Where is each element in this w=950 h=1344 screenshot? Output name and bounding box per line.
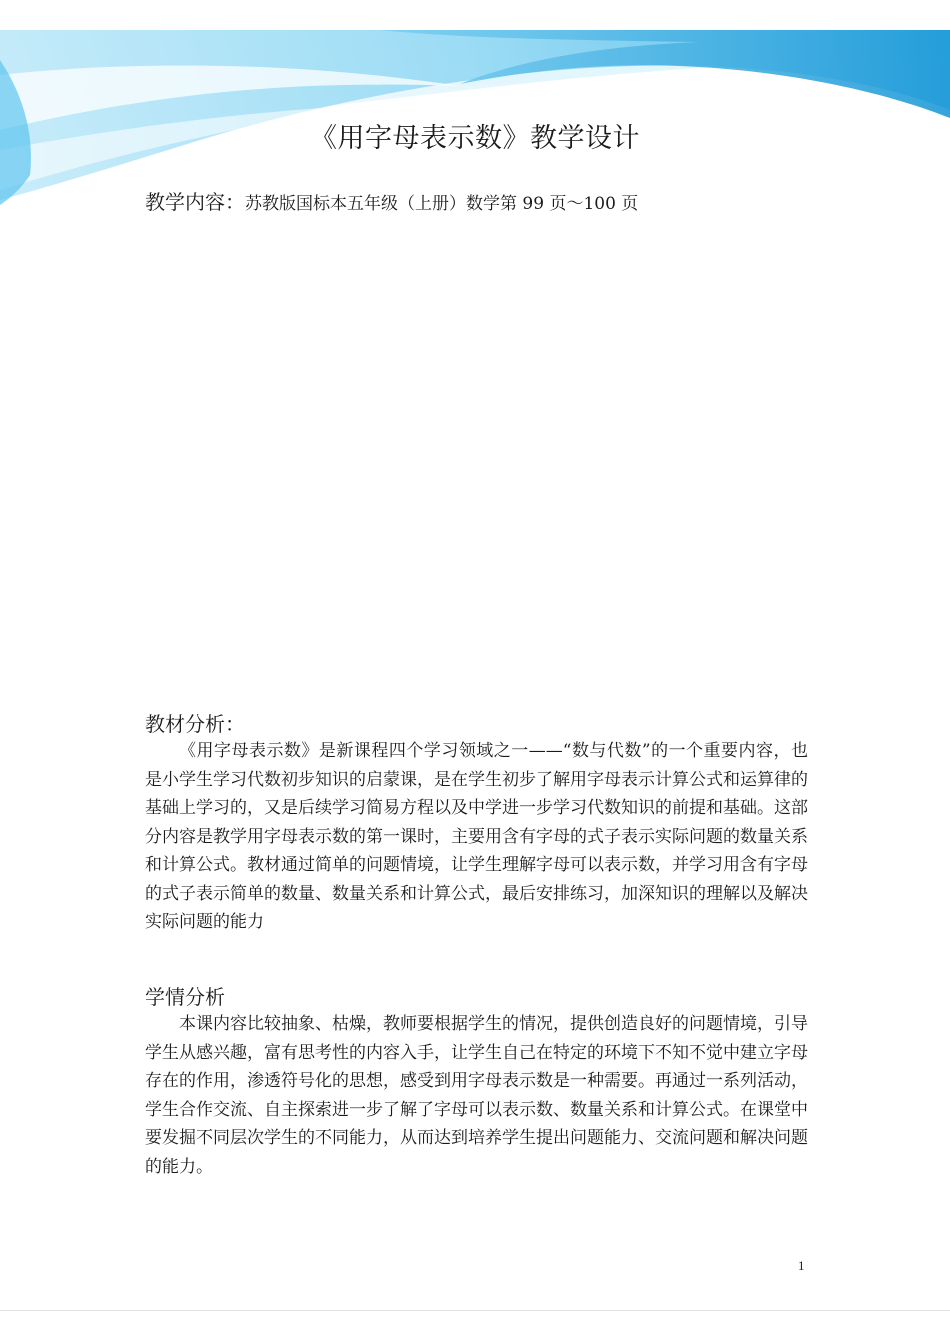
material-analysis-paragraph: 《用字母表示数》是新课程四个学习领域之一——“数与代数”的一个重要内容，也是小学生学习代数初步知识的启蒙课，是在学生初步了解用字母表示计算公式和运算律的基础上学习的，又是后续学习简易方程以及中学进一步学习代数知识的前提和基础。这部分内容是教学用字母表示数的第一课时，主要用含有字母的式子表示实际问题的数量关系和计算公式。教材通过简单的问题情境，让学生理解字母可以表示数，并学习用含有字母的式子表示简单的数量、数量关系和计算公式，最后安排练习，加深知识的理解以及解决实际问题的能力 bbox=[145, 741, 808, 932]
student-analysis-paragraph: 本课内容比较抽象、枯燥，教师要根据学生的情况，提供创造良好的问题情境，引导学生从感兴趣，富有思考性的内容入手，让学生自己在特定的环境下不知不觉中建立字母存在的作用，渗透符号化的思想，感受到用字母表示数是一种需要。再通过一系列活动，学生合作交流、自主探索进一步了解了字母可以表示数、数量关系和计算公式。在课堂中要发掘不同层次学生的不同能力，从而达到培养学生提出问题能力、交流问题和解决问题的能力。 bbox=[145, 1014, 808, 1177]
page-number: 1 bbox=[798, 1258, 805, 1273]
page-bottom-rule bbox=[0, 1310, 950, 1311]
document-title: 《用字母表示数》教学设计 bbox=[310, 123, 640, 154]
teaching-content-text: 苏教版国标本五年级（上册）数学第 99 页～100 页 bbox=[245, 194, 639, 214]
teaching-content-label: 教学内容： bbox=[145, 190, 245, 214]
material-analysis-heading: 教材分析： bbox=[145, 712, 245, 736]
student-analysis-heading: 学情分析 bbox=[145, 985, 225, 1009]
teaching-content-line bbox=[145, 186, 845, 215]
